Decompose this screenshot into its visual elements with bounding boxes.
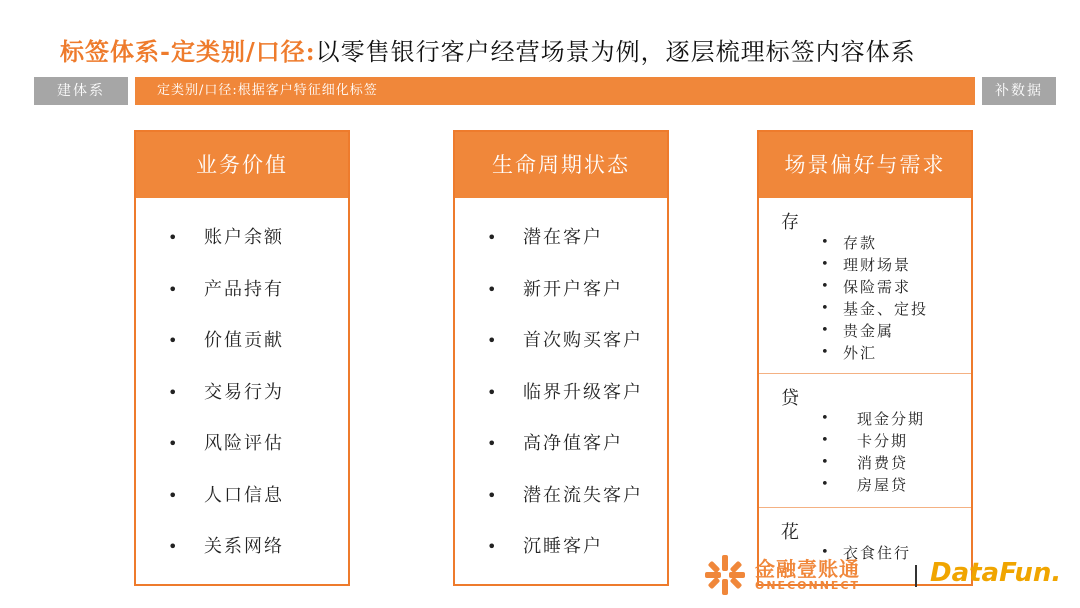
title-highlight: 标签体系-定类别/口径: bbox=[60, 37, 316, 66]
list-item: • 外汇 bbox=[821, 342, 928, 364]
column-header: 业务价值 bbox=[136, 132, 348, 198]
title-rest: 以零售银行客户经营场景为例，逐层梳理标签内容体系 bbox=[315, 38, 916, 66]
list-item: • 理财场景 bbox=[821, 254, 928, 276]
list-item: • 新开户客户 bbox=[455, 264, 667, 316]
page-title bbox=[60, 32, 916, 67]
list-item: • 保险需求 bbox=[821, 276, 928, 298]
list-item: • 衣食住行 bbox=[821, 542, 911, 564]
list-item: • 沉睡客户 bbox=[455, 521, 667, 573]
list-item: • 消费贷 bbox=[821, 452, 925, 474]
oneconnect-cn: 金融壹账通 bbox=[755, 557, 860, 581]
item-list bbox=[455, 198, 667, 573]
list-item: • 卡分期 bbox=[821, 430, 925, 452]
sub-list bbox=[821, 232, 928, 364]
column-lifecycle-status bbox=[453, 130, 669, 586]
list-item: • 关系网络 bbox=[136, 521, 348, 573]
column-business-value bbox=[134, 130, 350, 586]
oneconnect-en: ONECONNECT bbox=[755, 579, 860, 592]
list-item: • 潜在客户 bbox=[455, 212, 667, 264]
column-header: 生命周期状态 bbox=[455, 132, 667, 198]
list-item: • 首次购买客户 bbox=[455, 315, 667, 367]
list-item: • 人口信息 bbox=[136, 470, 348, 522]
step-define-category: 定类别/口径:根据客户特征细化标签 bbox=[135, 77, 975, 105]
sub-list bbox=[821, 408, 925, 496]
list-item: • 账户余额 bbox=[136, 212, 348, 264]
step-build-system: 建体系 bbox=[34, 77, 128, 105]
list-item: • 交易行为 bbox=[136, 367, 348, 419]
section-label: 存 bbox=[781, 212, 799, 233]
list-item: • 存款 bbox=[821, 232, 928, 254]
list-item: • 高净值客户 bbox=[455, 418, 667, 470]
datafun-logo: DataFun. bbox=[930, 558, 1062, 588]
list-item: • 产品持有 bbox=[136, 264, 348, 316]
list-item: • 基金、定投 bbox=[821, 298, 928, 320]
section-loan bbox=[759, 374, 971, 508]
list-item: • 潜在流失客户 bbox=[455, 470, 667, 522]
column-scene-preference bbox=[757, 130, 973, 586]
list-item: • 贵金属 bbox=[821, 320, 928, 342]
section-label: 贷 bbox=[781, 388, 799, 409]
section-label: 花 bbox=[781, 522, 799, 543]
list-item: • 价值贡献 bbox=[136, 315, 348, 367]
logo-divider bbox=[915, 565, 917, 587]
oneconnect-logo bbox=[703, 553, 903, 597]
list-item: • 风险评估 bbox=[136, 418, 348, 470]
item-list bbox=[136, 198, 348, 573]
list-item: • 现金分期 bbox=[821, 408, 925, 430]
oneconnect-emblem-icon bbox=[703, 553, 747, 597]
column-header: 场景偏好与需求 bbox=[759, 132, 971, 198]
step-supplement-data: 补数据 bbox=[982, 77, 1056, 105]
section-deposit bbox=[759, 198, 971, 374]
list-item: • 临界升级客户 bbox=[455, 367, 667, 419]
list-item: • 房屋贷 bbox=[821, 474, 925, 496]
